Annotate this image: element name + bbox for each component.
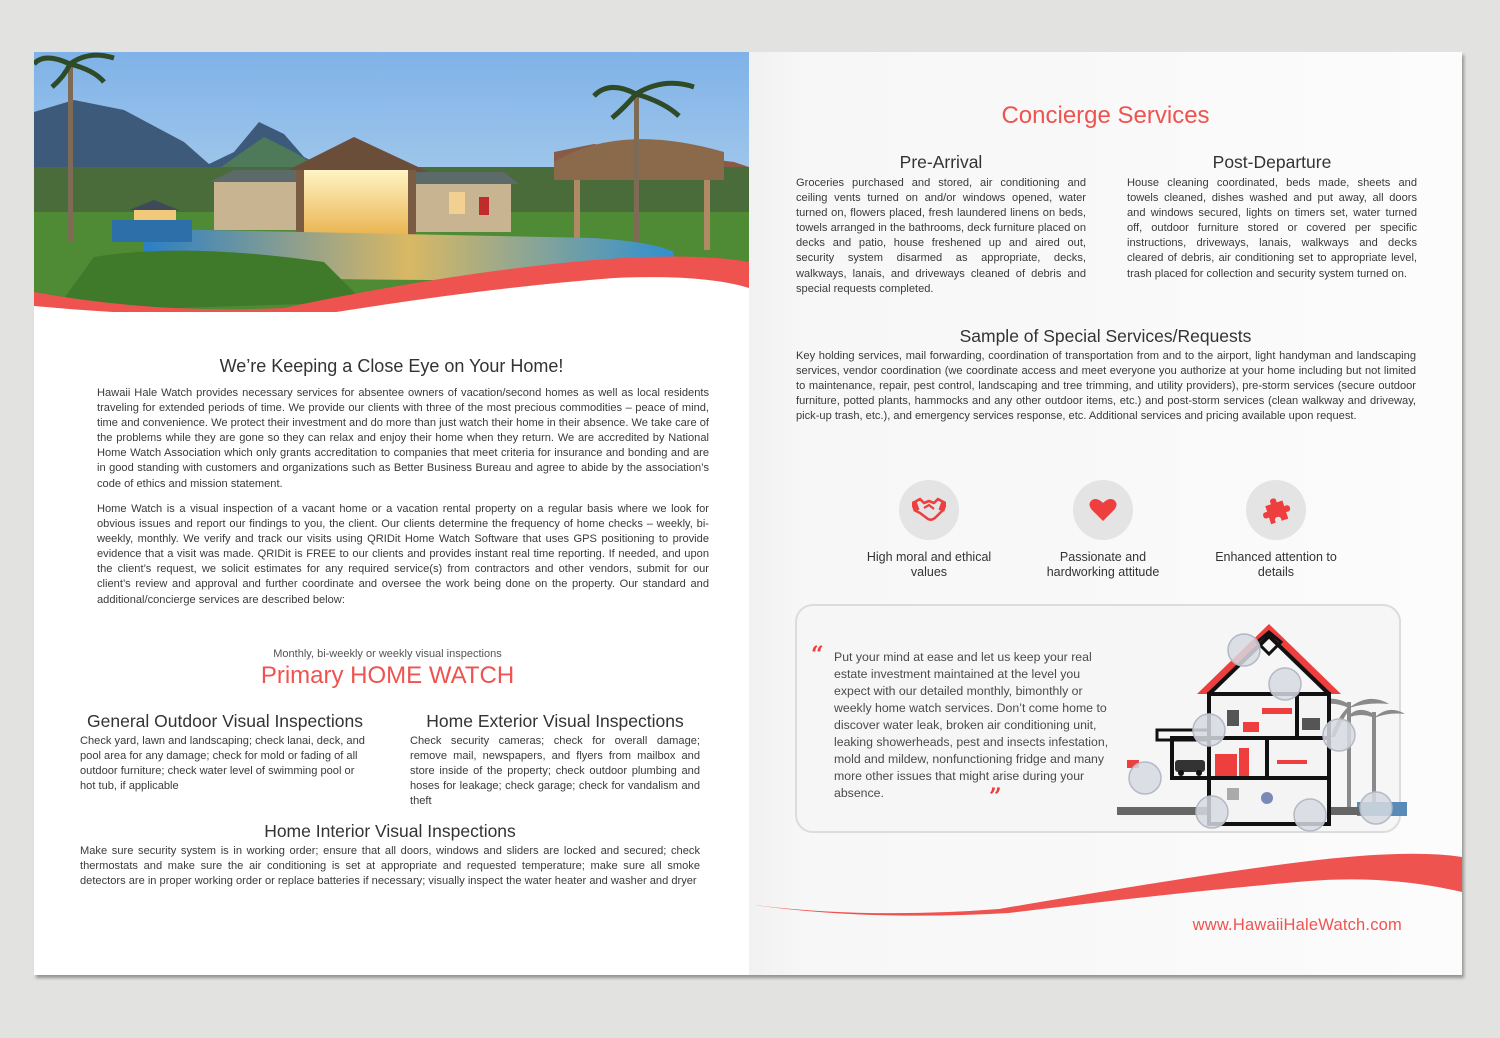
brochure-spread <box>34 52 1462 975</box>
page-headline: We’re Keeping a Close Eye on Your Home! <box>219 356 564 376</box>
right-page <box>749 52 1462 975</box>
exterior-inspections-text: Check security cameras; check for overall damage; remove mail, newspapers, and flyers from mailbox and store inside of the property; check outdoor plumbing and hoses for leakage; check garage; check for vandalism and theft <box>410 735 700 808</box>
close-quote-icon: ” <box>989 784 1002 810</box>
exterior-inspections-title: Home Exterior Visual Inspections <box>426 711 684 731</box>
left-page <box>34 52 749 975</box>
puzzle-icon <box>1246 480 1306 540</box>
outdoor-inspections-title: General Outdoor Visual Inspections <box>87 711 363 731</box>
primary-kicker: Monthly, bi-weekly or weekly visual inspections <box>273 648 502 660</box>
feature-details <box>1201 480 1351 580</box>
feature-passion-label: Passionate and hardworking attitude <box>1046 550 1160 579</box>
quote-text: Put your mind at ease and let us keep your real estate investment maintained at the level you expect with our detailed monthly, bimonthly or weekly home watch services. Don’t come home to discover water leak, broken air conditioning unit, leaking showerheads, pest and insects infestation, mold and mildew, nonfunctioning fridge and many more other issues that might arise during your absence. <box>834 650 1109 800</box>
handshake-icon <box>899 480 959 540</box>
intro-paragraph-1: Hawaii Hale Watch provides necessary services for absentee owners of vacation/second homes as well as local residents traveling for extended periods of time. We provide our clients with three of the most precious commodities – peace of mind, time and convenience. We protect their investment and do more than just watch their home in their absence. We take care of the problems while they are gone so they can relax and enjoy their home when they return. We are accredited by National Home Watch Association which only grants accreditation to companies that meet criteria for insurance and bonding and are in good standing with customers and organizations such as Better Business Bureau and agree to abide by the association’s code of ethics and mission statement. <box>97 387 709 490</box>
feature-ethics-label: High moral and ethical values <box>866 550 992 579</box>
special-services-text: Key holding services, mail forwarding, coordination of transportation from and to the airport, light handyman and landscaping services, vendor coordination (we coordinate access and meet everyone you authorize at your home including but not limited to maintenance, repair, pest control, landscaping and tree trimming, and utility providers), pre-storm services (secure outdoor furniture, potted plants, hammocks and any other outdoor items, etc.) and post-storm services (clean walkway and driveway, pick-up trash, etc.), and emergency services response, etc. Additional services and pricing available upon request. <box>796 350 1416 423</box>
website-link[interactable]: www.HawaiiHaleWatch.com <box>1192 916 1402 934</box>
feature-details-label: Enhanced attention to details <box>1215 550 1337 579</box>
intro-paragraph-2: Home Watch is a visual inspection of a vacant home or a vacation rental property on a regular basis where we look for obvious issues and report our findings to you, the client. Our clients determine the frequency of home checks – weekly, bi-weekly, monthly. We verify and track our visits using QRIDit Home Watch Software that uses GPS positioning to provide evidence that a visit was made. QRIDit is FREE to our clients and provides instant real time reporting. If needed, and upon the client’s request, we solicit estimates for any required service(s) from contractors and other vendors, submit for our client’s review and approval and further coordinate and oversee the work being done on the property. Our standard and additional/concierge services are described below: <box>97 503 709 606</box>
outdoor-inspections-text: Check yard, lawn and landscaping; check lanai, deck, and pool area for any damage; check for mold or fading of all outdoor furniture; check water level of swimming pool or hot tub, if applicable <box>80 735 365 793</box>
pre-arrival-text: Groceries purchased and stored, air conditioning and ceiling vents turned on and/or windows opened, water turned on, flowers placed, fresh laundered linens on beds, towels arranged in the bathrooms, deck furniture placed on decks and patio, house freshened up and aired out, security system disarmed as appropriate, decks, walkways, lanais, and driveways cleaned of debris and special requests completed. <box>796 177 1086 295</box>
interior-inspections-title: Home Interior Visual Inspections <box>264 821 516 841</box>
concierge-title: Concierge Services <box>1001 102 1210 129</box>
post-departure-text: House cleaning coordinated, beds made, sheets and towels cleaned, dishes washed and put away, all doors and windows secured, lights on timers set, water turned off, outdoor furniture stored or covered per specific instructions, driveways, lanais, walkways and decks cleared of debris, air conditioning set to appropriate level, trash placed for collection and security system turned on. <box>1127 177 1417 280</box>
hero-image <box>34 52 749 312</box>
interior-inspections-text: Make sure security system is in working order; ensure that all doors, windows and sliders are locked and secured; check thermostats and make sure the air conditioning is set at appropriate and requested temperature; make sure all smoke detectors are in proper working order or replace batteries if necessary; visually inspect the water heater and washer and dryer <box>80 845 700 888</box>
special-services-title: Sample of Special Services/Requests <box>959 326 1252 346</box>
post-departure-title: Post-Departure <box>1212 152 1332 172</box>
decorative-wave <box>749 847 1462 917</box>
open-quote-icon: “ <box>811 642 824 668</box>
primary-home-watch-title: Primary HOME WATCH <box>260 662 515 689</box>
quote-box <box>795 604 1401 833</box>
pre-arrival-title: Pre-Arrival <box>899 152 983 172</box>
feature-ethics <box>854 480 1004 580</box>
heart-icon <box>1073 480 1133 540</box>
house-infographic <box>1117 612 1407 832</box>
feature-passion <box>1028 480 1178 580</box>
